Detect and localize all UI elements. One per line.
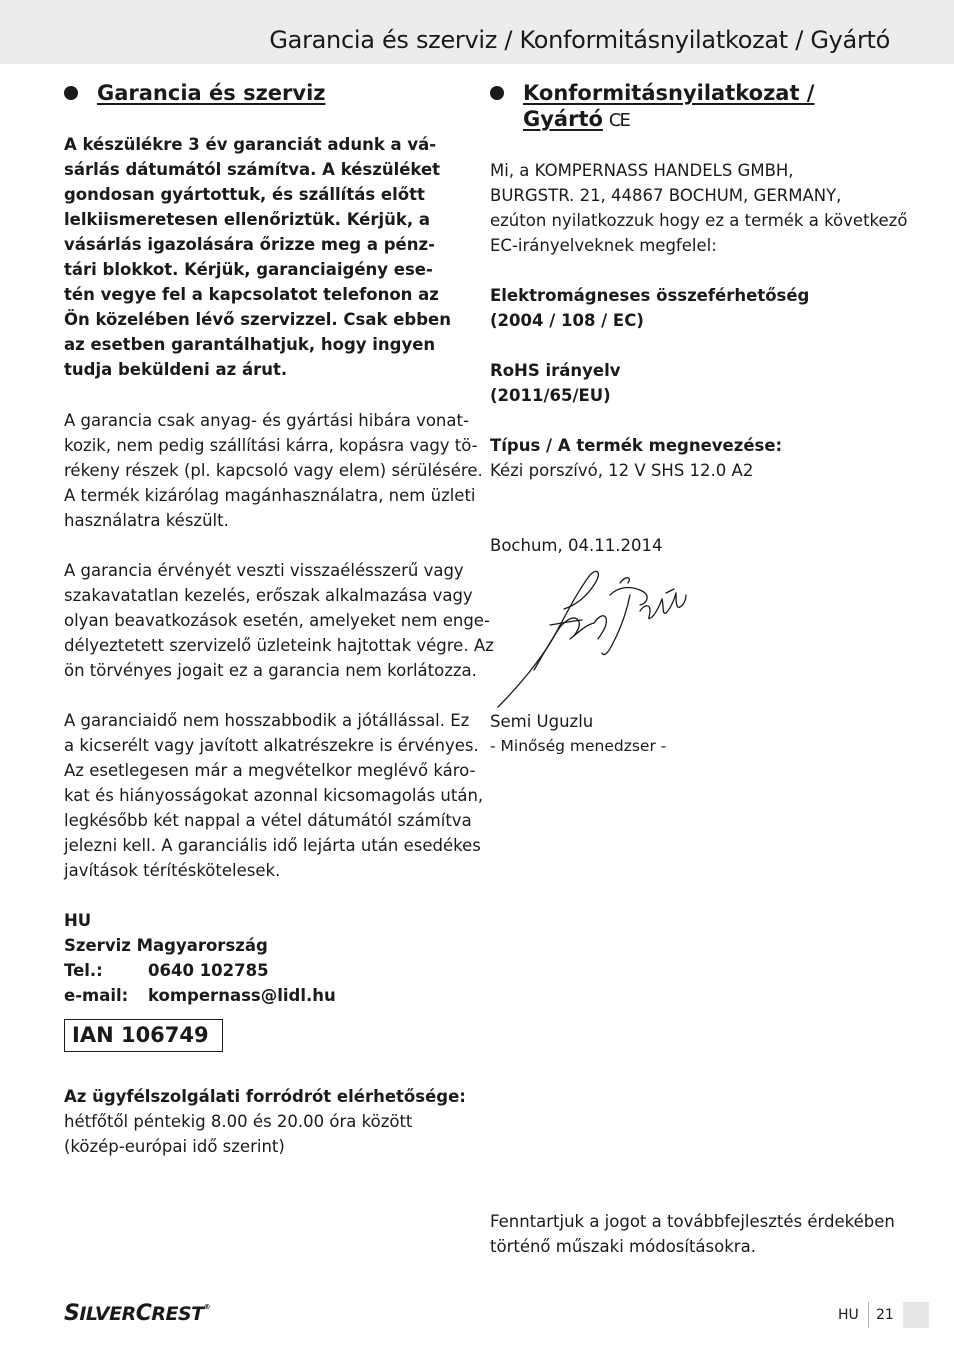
service-email-row bbox=[64, 983, 466, 1008]
text-line: az esetben garantálhatjuk, hogy ingyen bbox=[64, 335, 436, 354]
text-line: ezúton nyilatkozzuk hogy ez a termék a következő bbox=[490, 211, 908, 230]
hotline-info bbox=[64, 1084, 466, 1159]
text-line: tén vegye fel a kapcsolatot telefonon az bbox=[64, 285, 439, 304]
conformity-heading-line1: Konformitásnyilatkozat / bbox=[523, 81, 815, 105]
tel-value: 0640 102785 bbox=[148, 961, 269, 980]
text-line: használatra készült. bbox=[64, 511, 229, 530]
warranty-paragraph-2 bbox=[64, 558, 494, 683]
modification-note bbox=[490, 1209, 895, 1259]
language-code: HU bbox=[838, 1307, 859, 1323]
text-line: olyan beavatkozások esetén, amelyeket nem enge- bbox=[64, 611, 490, 630]
header-bar bbox=[0, 0, 954, 64]
ian-number-box: IAN 106749 bbox=[64, 1019, 223, 1052]
signer-name: Semi Uguzlu bbox=[490, 712, 594, 731]
text-line: A garancia érvényét veszti visszaélésszerű vagy bbox=[64, 561, 464, 580]
silvercrest-logo bbox=[64, 1301, 210, 1326]
text-line: lelkiismeretesen ellenőriztük. Kérjük, a bbox=[64, 210, 431, 229]
text-line: délyeztetett szervizelő üzleteink hajtottak végre. Az bbox=[64, 636, 494, 655]
trademark-symbol: ® bbox=[203, 1303, 211, 1311]
emc-directive bbox=[490, 283, 890, 333]
text-line: A garanciaidő nem hosszabbodik a jótállással. Ez bbox=[64, 711, 470, 730]
email-label: e-mail: bbox=[64, 986, 129, 1005]
hotline-hours: hétfőtől péntekig 8.00 és 20.00 óra között bbox=[64, 1112, 413, 1131]
text-line: A garancia csak anyag- és gyártási hibára vonat- bbox=[64, 411, 469, 430]
text-line: (2011/65/EU) bbox=[490, 386, 611, 405]
page-title: Garancia és szerviz / Konformitásnyilatkozat / Gyártó bbox=[269, 26, 890, 54]
tel-label: Tel.: bbox=[64, 961, 103, 980]
text-line: ön törvényes jogait ez a garancia nem korlátozza. bbox=[64, 661, 477, 680]
logo-letter: C bbox=[135, 1301, 152, 1326]
page-tab-marker bbox=[903, 1302, 929, 1328]
rohs-directive bbox=[490, 358, 890, 408]
text-line: sárlás dátumától számítva. A készüléket bbox=[64, 160, 441, 179]
service-country: HU bbox=[64, 911, 92, 930]
warranty-intro bbox=[64, 132, 466, 382]
text-line: Elektromágneses összeférhetőség bbox=[490, 286, 810, 305]
text-line: Fenntartjuk a jogot a továbbfejlesztés érdekében bbox=[490, 1212, 895, 1231]
text-line: Bochum, 04.11.2014 bbox=[490, 536, 663, 555]
text-line: A termék kizárólag magánhasználatra, nem üzleti bbox=[64, 486, 476, 505]
text-line: (2004 / 108 / EC) bbox=[490, 311, 644, 330]
bullet-icon bbox=[64, 86, 78, 100]
product-type bbox=[490, 433, 890, 483]
hotline-timezone: (közép-európai idő szerint) bbox=[64, 1137, 285, 1156]
logo-letter: S bbox=[64, 1301, 80, 1326]
text-line: szakavatatlan kezelés, erőszak alkalmazása vagy bbox=[64, 586, 473, 605]
conformity-heading-line2: Gyártó bbox=[523, 107, 603, 131]
text-line: a kicserélt vagy javított alkatrészekre is érvényes. bbox=[64, 736, 479, 755]
warranty-paragraph-3 bbox=[64, 708, 484, 883]
signer-role: - Minőség menedzser - bbox=[490, 737, 667, 755]
text-line: történő műszaki módosításokra. bbox=[490, 1237, 756, 1256]
text-line: Mi, a KOMPERNASS HANDELS GMBH, bbox=[490, 161, 794, 180]
page-number: 21 bbox=[876, 1307, 894, 1323]
ce-mark-icon: CE bbox=[608, 110, 629, 131]
signature-image bbox=[490, 565, 690, 710]
text-line: kat és hiányosságokat azonnal kicsomagolás után, bbox=[64, 786, 484, 805]
text-line: kozik, nem pedig szállítási kárra, kopásra vagy tö- bbox=[64, 436, 478, 455]
section-heading-conformity bbox=[490, 80, 890, 136]
footer-divider bbox=[868, 1302, 869, 1328]
signer-info bbox=[490, 709, 890, 759]
warranty-paragraph-1 bbox=[64, 408, 483, 533]
text-line: rékeny részek (pl. kapcsoló vagy elem) sérülésére. bbox=[64, 461, 483, 480]
text-line: BURGSTR. 21, 44867 BOCHUM, GERMANY, bbox=[490, 186, 842, 205]
text-line: A készülékre 3 év garanciát adunk a vá- bbox=[64, 135, 437, 154]
hotline-title: Az ügyfélszolgálati forródrót elérhetősége: bbox=[64, 1087, 466, 1106]
warranty-heading: Garancia és szerviz bbox=[97, 81, 326, 105]
text-line: tári blokkot. Kérjük, garanciaigény ese- bbox=[64, 260, 433, 279]
text-line: javítások térítéskötelesek. bbox=[64, 861, 281, 880]
email-value: kompernass@lidl.hu bbox=[148, 986, 336, 1005]
text-line: gondosan gyártottuk, és szállítás előtt bbox=[64, 185, 425, 204]
place-date bbox=[490, 533, 890, 558]
text-line: jelezni kell. A garanciális idő lejárta után esedékes bbox=[64, 836, 481, 855]
text-line: RoHS irányelv bbox=[490, 361, 621, 380]
text-line: Az esetlegesen már a megvételkor meglévő káro- bbox=[64, 761, 476, 780]
text-line: Ön közelében lévő szervizzel. Csak ebben bbox=[64, 310, 451, 329]
service-tel-row bbox=[64, 958, 466, 983]
text-line: legkésőbb két nappal a vétel dátumától számítva bbox=[64, 811, 472, 830]
conformity-intro bbox=[490, 158, 908, 258]
service-name: Szerviz Magyarország bbox=[64, 936, 268, 955]
type-label: Típus / A termék megnevezése: bbox=[490, 436, 783, 455]
type-value: Kézi porszívó, 12 V SHS 12.0 A2 bbox=[490, 461, 754, 480]
text-line: tudja beküldeni az árut. bbox=[64, 360, 288, 379]
logo-letters: ILVER bbox=[79, 1303, 136, 1325]
text-line: vásárlás igazolására őrizze meg a pénz- bbox=[64, 235, 435, 254]
service-contact bbox=[64, 908, 466, 1008]
text-line: EC-irányelveknek megfelel: bbox=[490, 236, 717, 255]
logo-letters: REST bbox=[151, 1303, 204, 1325]
bullet-icon bbox=[490, 86, 504, 100]
